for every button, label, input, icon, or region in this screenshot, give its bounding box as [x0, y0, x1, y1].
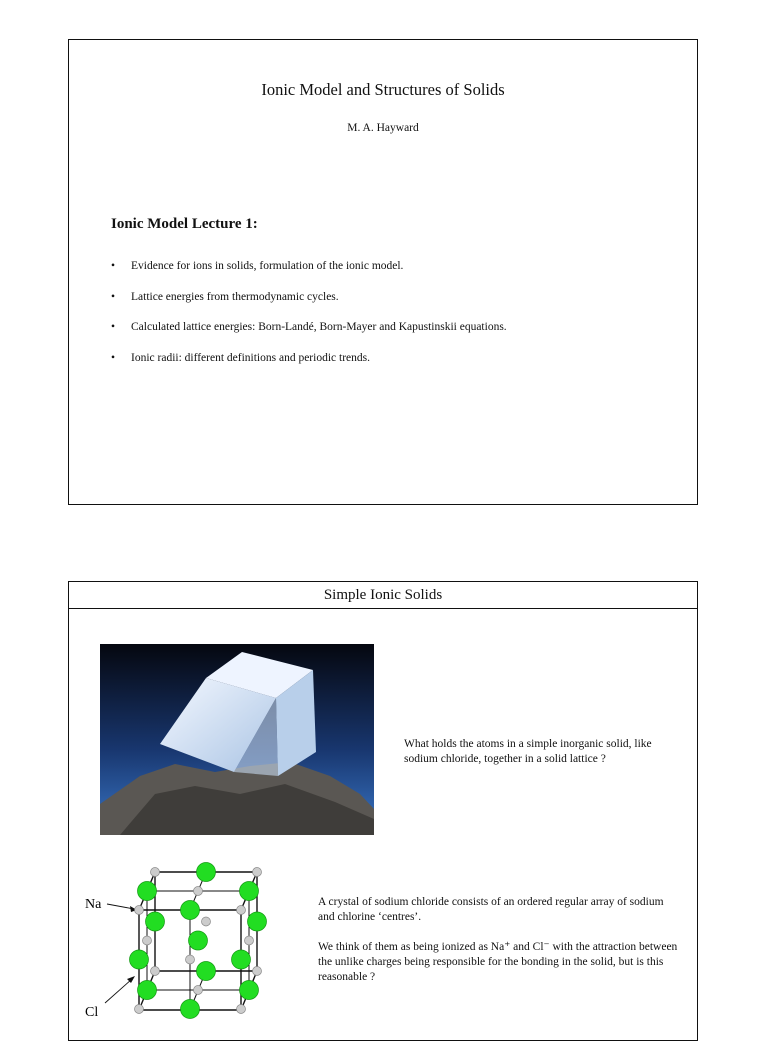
chlorine-atom: [146, 912, 165, 931]
bullet-text: Evidence for ions in solids, formulation of the ionic model.: [131, 260, 404, 272]
list-item: [111, 352, 507, 383]
bullet-text: Ionic radii: different definitions and periodic trends.: [131, 351, 370, 364]
sodium-atom: [253, 868, 262, 877]
salt-crystal-photo: [100, 644, 374, 835]
sodium-atom: [237, 906, 246, 915]
chlorine-atom: [240, 981, 259, 1000]
bullet-text: Calculated lattice energies: Born-Landé, Born-Mayer and Kapustinskii equations.: [131, 321, 507, 333]
nacl-lattice-diagram: [79, 858, 289, 1028]
bullet-icon: •: [111, 351, 116, 364]
chlorine-atom: [240, 882, 259, 901]
sodium-atom: [135, 906, 144, 915]
chlorine-atom: [130, 950, 149, 969]
bullet-icon: •: [111, 290, 116, 303]
slide-title: Simple Ionic Solids: [69, 582, 697, 609]
chlorine-atom: [232, 950, 251, 969]
sodium-atom: [194, 887, 203, 896]
title-slide: [68, 39, 698, 505]
list-item: [111, 260, 507, 291]
bullet-icon: •: [111, 260, 116, 272]
question-text: What holds the atoms in a simple inorganic solid, like sodium chloride, together in a solid lattice ?: [404, 738, 652, 765]
description-text-2: We think of them as being ionized as Na⁺ and Cl⁻ with the attraction between the unlike charges being responsible for the bonding in the solid, but is this reasonable ?: [318, 941, 678, 983]
chlorine-atom: [181, 1000, 200, 1019]
sodium-atom: [151, 967, 160, 976]
lattice-atoms: [130, 863, 267, 1019]
chlorine-atom: [197, 962, 216, 981]
sodium-atom: [143, 936, 152, 945]
cl-label: Cl: [85, 1005, 99, 1020]
bullet-list: [111, 260, 507, 382]
slide-title: Ionic Model and Structures of Solids: [261, 80, 505, 99]
list-item: [111, 291, 507, 322]
sodium-atom: [245, 936, 254, 945]
sodium-atom: [253, 967, 262, 976]
chlorine-atom: [248, 912, 267, 931]
sodium-atom: [237, 1005, 246, 1014]
list-item: [111, 321, 507, 352]
chlorine-atom: [138, 882, 157, 901]
na-label: Na: [85, 897, 102, 912]
chlorine-atom: [138, 981, 157, 1000]
sodium-atom: [151, 868, 160, 877]
bullet-icon: •: [111, 321, 116, 333]
sodium-atom: [186, 955, 195, 964]
chlorine-atom: [181, 901, 200, 920]
chlorine-atom: [189, 931, 208, 950]
description-text-1: A crystal of sodium chloride consists of an ordered regular array of sodium and chlorine ‘centres’.: [318, 896, 664, 923]
bullet-text: Lattice energies from thermodynamic cycles.: [131, 290, 339, 303]
chlorine-atom: [197, 863, 216, 882]
simple-ionic-solids-slide: [68, 581, 698, 1041]
sodium-atom: [194, 986, 203, 995]
slide-author: M. A. Hayward: [347, 122, 419, 134]
sodium-atom: [202, 917, 211, 926]
lecture-heading: Ionic Model Lecture 1:: [111, 216, 258, 232]
sodium-atom: [135, 1005, 144, 1014]
